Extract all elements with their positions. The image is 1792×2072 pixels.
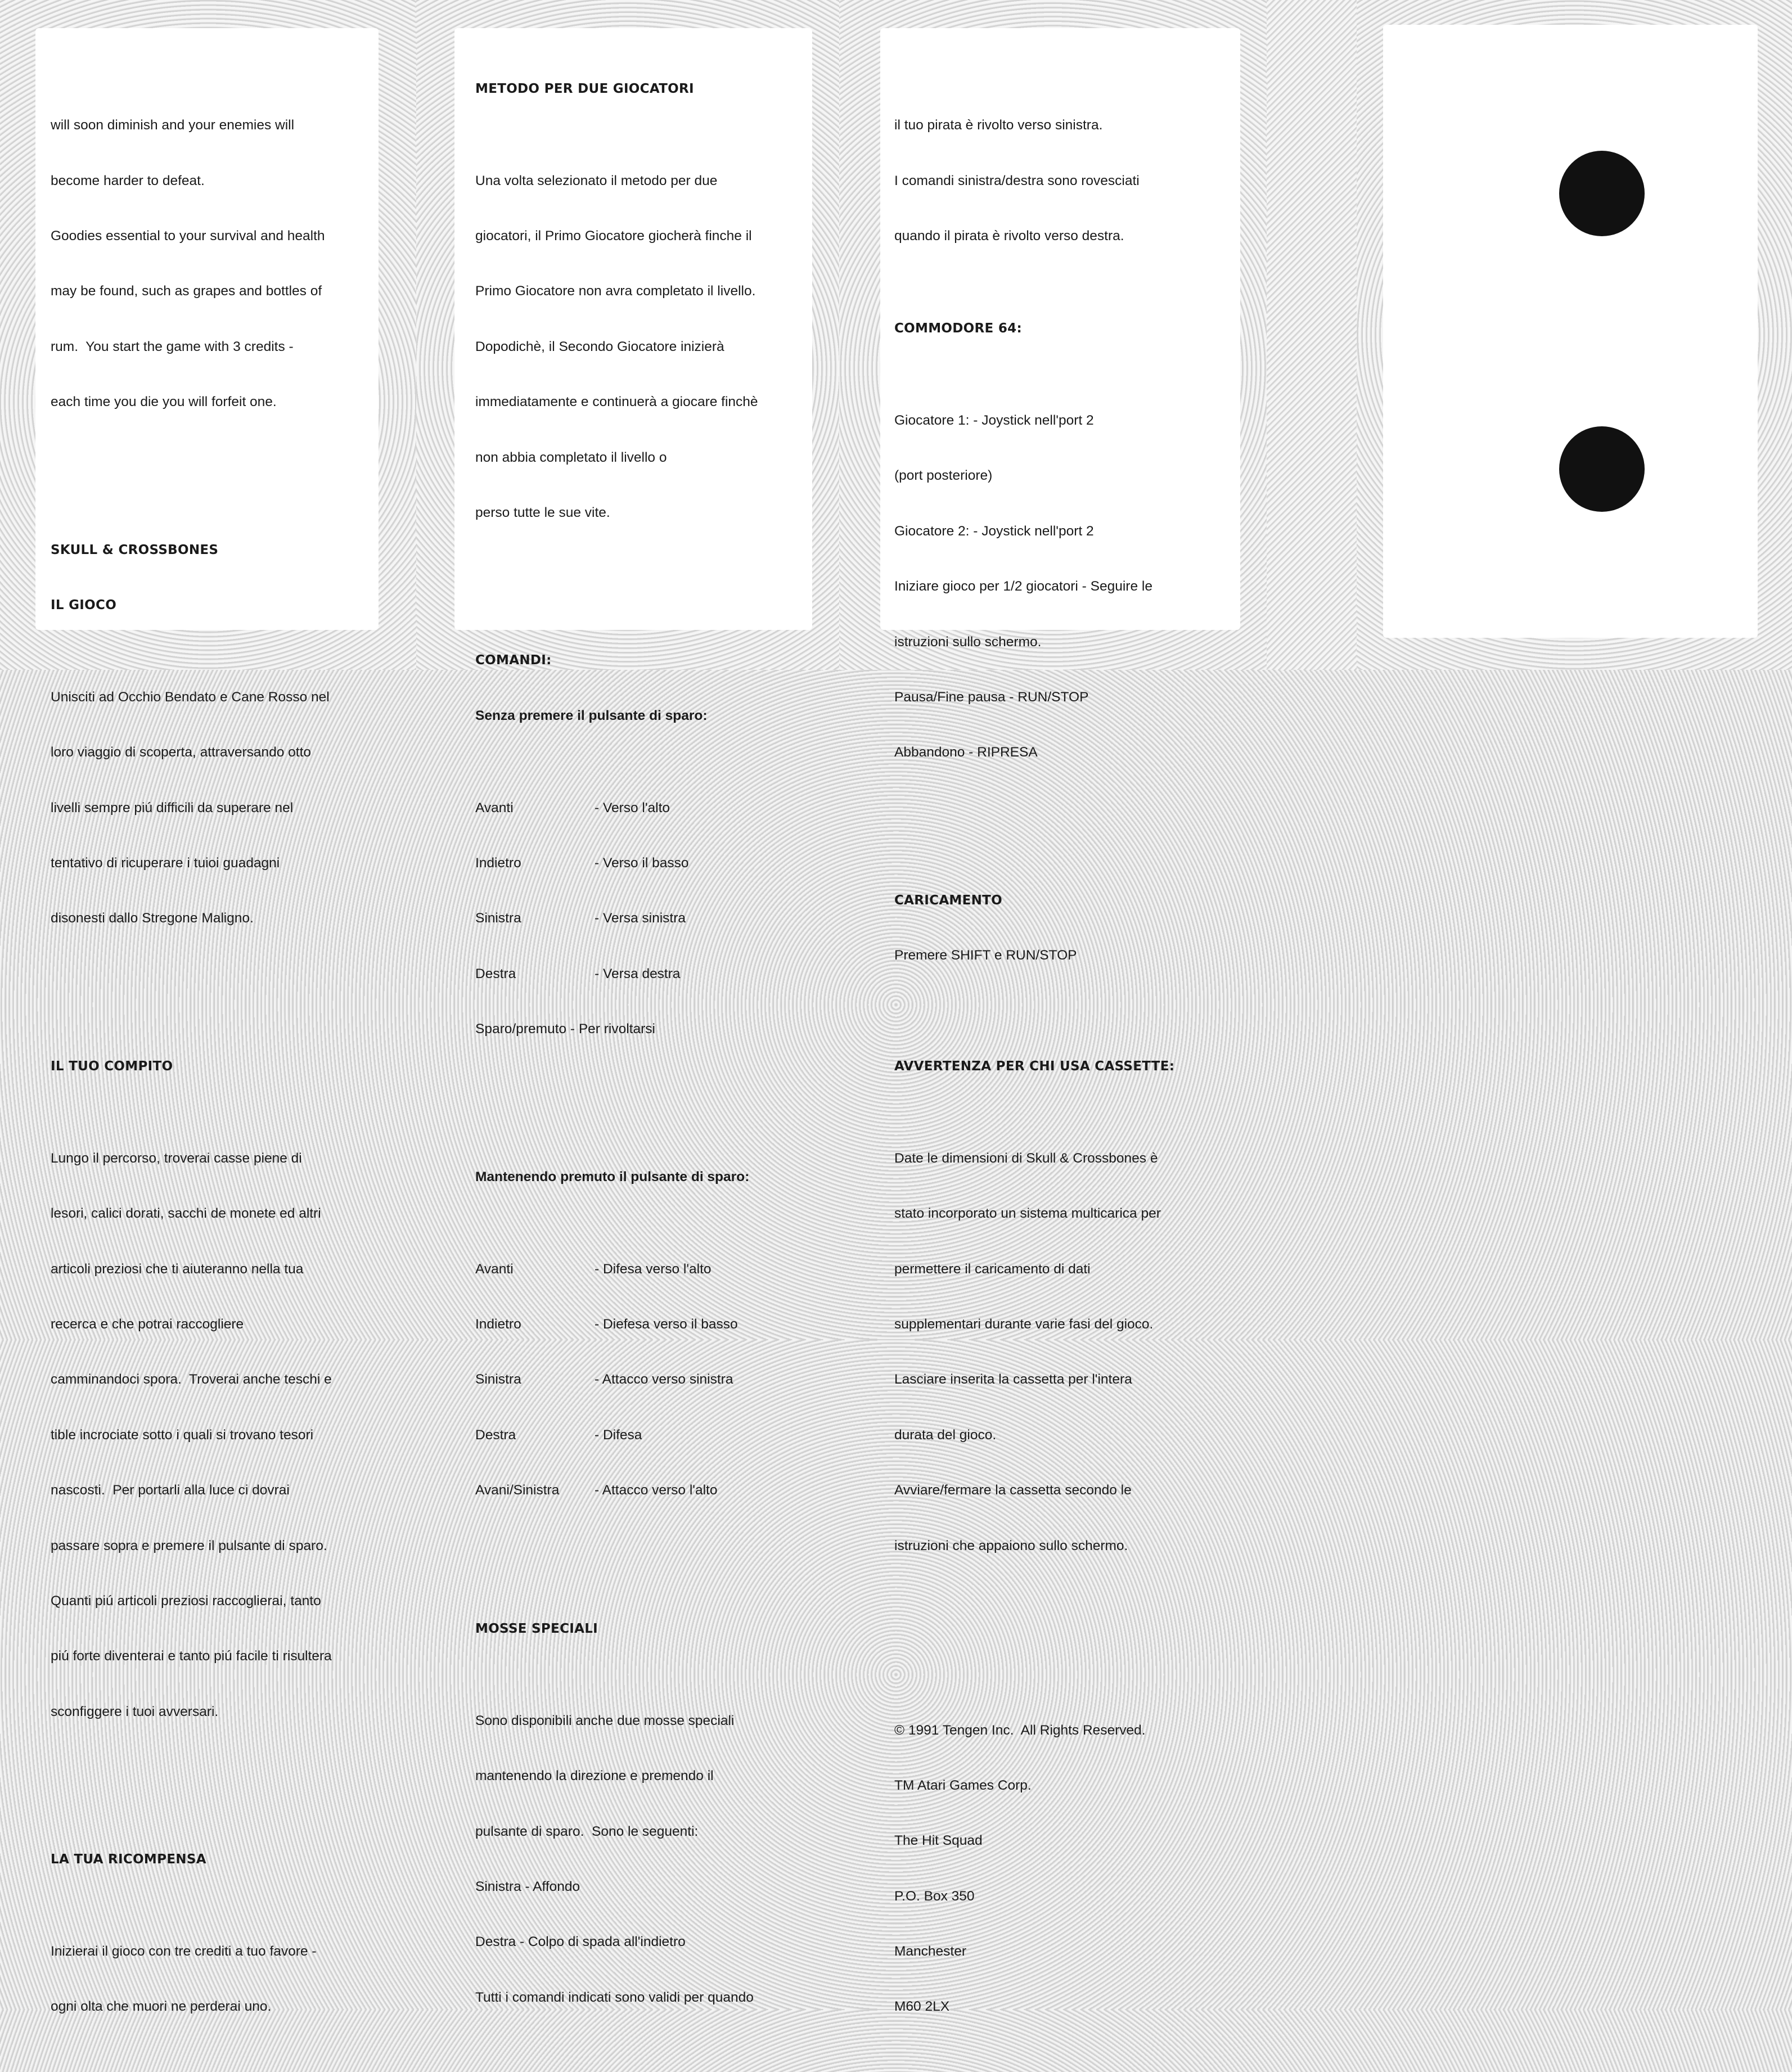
two-player-heading: METODO PER DUE GIOCATORI [475, 81, 694, 96]
special-moves-paragraph [475, 1675, 758, 2044]
text-line: TM Atari Games Corp. [894, 1777, 1032, 1793]
text-line: Lungo il percorso, troverai casse piene di [51, 1150, 302, 1166]
text-line: pulsante di sparo. Sono le seguenti: [475, 1823, 699, 1839]
text-line: Sono disponibili anche due mosse speciali [475, 1713, 735, 1728]
text-line: recerca e che potrai raccogliere [51, 1316, 244, 1332]
intro-paragraph [51, 80, 332, 449]
text-line: Giocatore 1: - Joystick nell'port 2 [894, 412, 1094, 428]
text-line: Lasciare inserita la cassetta per l'intera [894, 1372, 1132, 1388]
text-line: istruzioni sullo schermo. [894, 634, 1042, 650]
text-line: The Hit Squad [894, 1833, 983, 1849]
game-section-heading: IL GIOCO [51, 597, 117, 612]
control-action: - Attacco verso sinistra [595, 1372, 733, 1388]
blank-panel-card [1383, 25, 1758, 638]
punch-hole-bottom [1559, 426, 1645, 512]
text-line: Abbandono - RIPRESA [894, 745, 1038, 760]
text-line: Destra - Colpo di spada all'indietro [475, 1934, 686, 1950]
no-fire-controls-table [475, 762, 758, 1076]
reward-heading: LA TUA RICOMPENSA [51, 1852, 206, 1867]
text-line: stato incorporato un sistema multicarica per [894, 1206, 1161, 1222]
control-key: Indietro [475, 855, 521, 871]
controls-heading: COMANDI: [475, 653, 552, 668]
text-line: Pausa/Fine pausa - RUN/STOP [894, 689, 1089, 705]
control-row [475, 1481, 758, 1500]
control-key: Avanti [475, 800, 514, 816]
text-line: Quanti piú articoli preziosi raccoglierai, tanto [51, 1593, 321, 1609]
control-key: Sinistra [475, 1372, 521, 1388]
text-line: tentativo di ricuperare i tuioi guadagni [51, 855, 280, 871]
control-key: Avanti [475, 1261, 514, 1277]
cassette-warning-heading: AVVERTENZA PER CHI USA CASSETTE: [894, 1058, 1175, 1074]
control-key: Avani/Sinistra [475, 1483, 560, 1498]
two-player-paragraph [475, 135, 758, 559]
loading-heading: CARICAMENTO [894, 893, 1003, 908]
text-line: permettere il caricamento di dati [894, 1261, 1091, 1277]
text-line: livelli sempre piú difficili da superare nel [51, 800, 294, 816]
text-line: Inizierai il gioco con tre crediti a tuo favore - [51, 1944, 317, 1960]
control-action: - Diefesa verso il basso [595, 1316, 738, 1332]
text-line: P.O. Box 350 [894, 1888, 975, 1904]
text-line: piú forte diventerai e tanto piú facile ti risultera [51, 1648, 332, 1664]
text-line: Dopodichè, il Secondo Giocatore inizierà [475, 339, 724, 354]
text-line: Unisciti ad Occhio Bendato e Cane Rosso nel [51, 689, 330, 705]
loading-text: Premere SHIFT e RUN/STOP [894, 948, 1077, 963]
text-line: il tuo pirata è rivolto verso sinistra. [894, 118, 1103, 133]
fire-subheading: Mantenendo premuto il pulsante di sparo: [475, 1169, 750, 1184]
control-row [475, 1316, 758, 1334]
control-row [475, 909, 758, 928]
text-line: passare sopra e premere il pulsante di sparo. [51, 1538, 327, 1553]
copyright-block [894, 1684, 1174, 2053]
control-row [475, 854, 758, 873]
text-line: durata del gioco. [894, 1427, 997, 1443]
control-row [475, 1260, 758, 1279]
control-row [475, 1426, 758, 1445]
fire-controls-table [475, 1223, 758, 1537]
text-line: Sinistra - Affondo [475, 1879, 580, 1894]
control-action: - Verso il basso [595, 855, 689, 871]
text-line: articoli preziosi che ti aiuteranno nella tua [51, 1261, 304, 1277]
game-title-heading: SKULL & CROSSBONES [51, 542, 219, 557]
text-line: loro viaggio di scoperta, attraversando otto [51, 745, 312, 760]
column-1 [51, 43, 332, 2072]
text-line: mantenendo la direzione e premendo il [475, 1768, 714, 1784]
text-line: rum. You start the game with 3 credits - [51, 339, 294, 354]
control-key: Destra [475, 1427, 516, 1443]
text-line: sconfiggere i tuoi avversari. [51, 1704, 219, 1719]
text-line: I comandi sinistra/destra sono rovesciati [894, 173, 1140, 188]
control-action: - Difesa [595, 1427, 642, 1443]
text-line: nascosti. Per portarli alla luce ci dovrai [51, 1483, 290, 1498]
column-3 [894, 43, 1174, 2072]
text-line: Tutti i comandi indicati sono validi per quando [475, 1989, 754, 2005]
text-line: Manchester [894, 1944, 967, 1960]
spine-strip [1267, 0, 1357, 670]
control-action: - Difesa verso l'alto [595, 1261, 712, 1277]
text-line: lesori, calici dorati, sacchi de monete ed altri [51, 1206, 321, 1222]
control-key: Sinistra [475, 911, 521, 926]
control-row [475, 799, 758, 818]
text-line: Primo Giocatore non avra completato il livello. [475, 283, 756, 299]
control-action: - Versa destra [595, 966, 681, 981]
special-moves-heading: MOSSE SPECIALI [475, 1621, 598, 1636]
text-line: Giocatore 2: - Joystick nell'port 2 [894, 523, 1094, 539]
no-fire-subheading: Senza premere il pulsante di sparo: [475, 708, 708, 723]
text-line: Avviare/fermare la cassetta secondo le [894, 1483, 1132, 1498]
c64-heading: COMMODORE 64: [894, 321, 1022, 336]
text-line: supplementari durante varie fasi del gioco. [894, 1316, 1154, 1332]
c64-paragraph [894, 375, 1174, 799]
cassette-warning-paragraph [894, 1112, 1174, 1592]
control-key: Destra [475, 966, 516, 981]
text-line: Iniziare gioco per 1/2 giocatori - Seguire le [894, 579, 1152, 594]
text-line: quando il pirata è rivolto verso destra. [894, 228, 1124, 244]
reward-paragraph [51, 1906, 332, 2053]
text-line: non abbia completato il livello o [475, 449, 667, 465]
text-line: ogni olta che muori ne perderai uno. [51, 1999, 272, 2015]
text-line: perso tutte le sue vite. [475, 505, 610, 520]
control-action: - Attacco verso l'alto [595, 1483, 718, 1498]
text-line: immediatamente e continuerà a giocare finchè [475, 394, 758, 410]
task-paragraph [51, 1112, 332, 1758]
text-line: become harder to defeat. [51, 173, 205, 188]
task-heading: IL TUO COMPITO [51, 1058, 173, 1074]
text-line: M60 2LX [894, 1999, 950, 2015]
continued-paragraph [894, 80, 1174, 283]
text-line: Una volta selezionato il metodo per due [475, 173, 718, 188]
text-line: tible incrociate sotto i quali si trovano tesori [51, 1427, 314, 1443]
control-action: - Versa sinistra [595, 911, 686, 926]
text-line: Goodies essential to your survival and health [51, 228, 325, 244]
text-line: © 1991 Tengen Inc. All Rights Reserved. [894, 1722, 1146, 1738]
control-row-fire: Sparo/premuto - Per rivoltarsi [475, 1021, 655, 1037]
control-row [475, 965, 758, 984]
text-line: will soon diminish and your enemies will [51, 118, 295, 133]
control-row [475, 1371, 758, 1389]
control-action: - Verso l'alto [595, 800, 670, 816]
column-2 [475, 43, 758, 2062]
text-line: istruzioni che appaiono sullo schermo. [894, 1538, 1128, 1553]
text-line: camminandoci spora. Troverai anche teschi e [51, 1372, 332, 1388]
text-line: may be found, such as grapes and bottles of [51, 283, 322, 299]
text-line: each time you die you will forfeit one. [51, 394, 277, 410]
punch-hole-top [1559, 151, 1645, 236]
game-paragraph [51, 651, 332, 965]
text-line: (port posteriore) [894, 468, 993, 484]
text-line: giocatori, il Primo Giocatore giocherà finche il [475, 228, 752, 244]
control-key: Indietro [475, 1316, 521, 1332]
text-line: disonesti dallo Stregone Maligno. [51, 911, 254, 926]
text-line: Date le dimensioni di Skull & Crossbones è [894, 1150, 1158, 1166]
